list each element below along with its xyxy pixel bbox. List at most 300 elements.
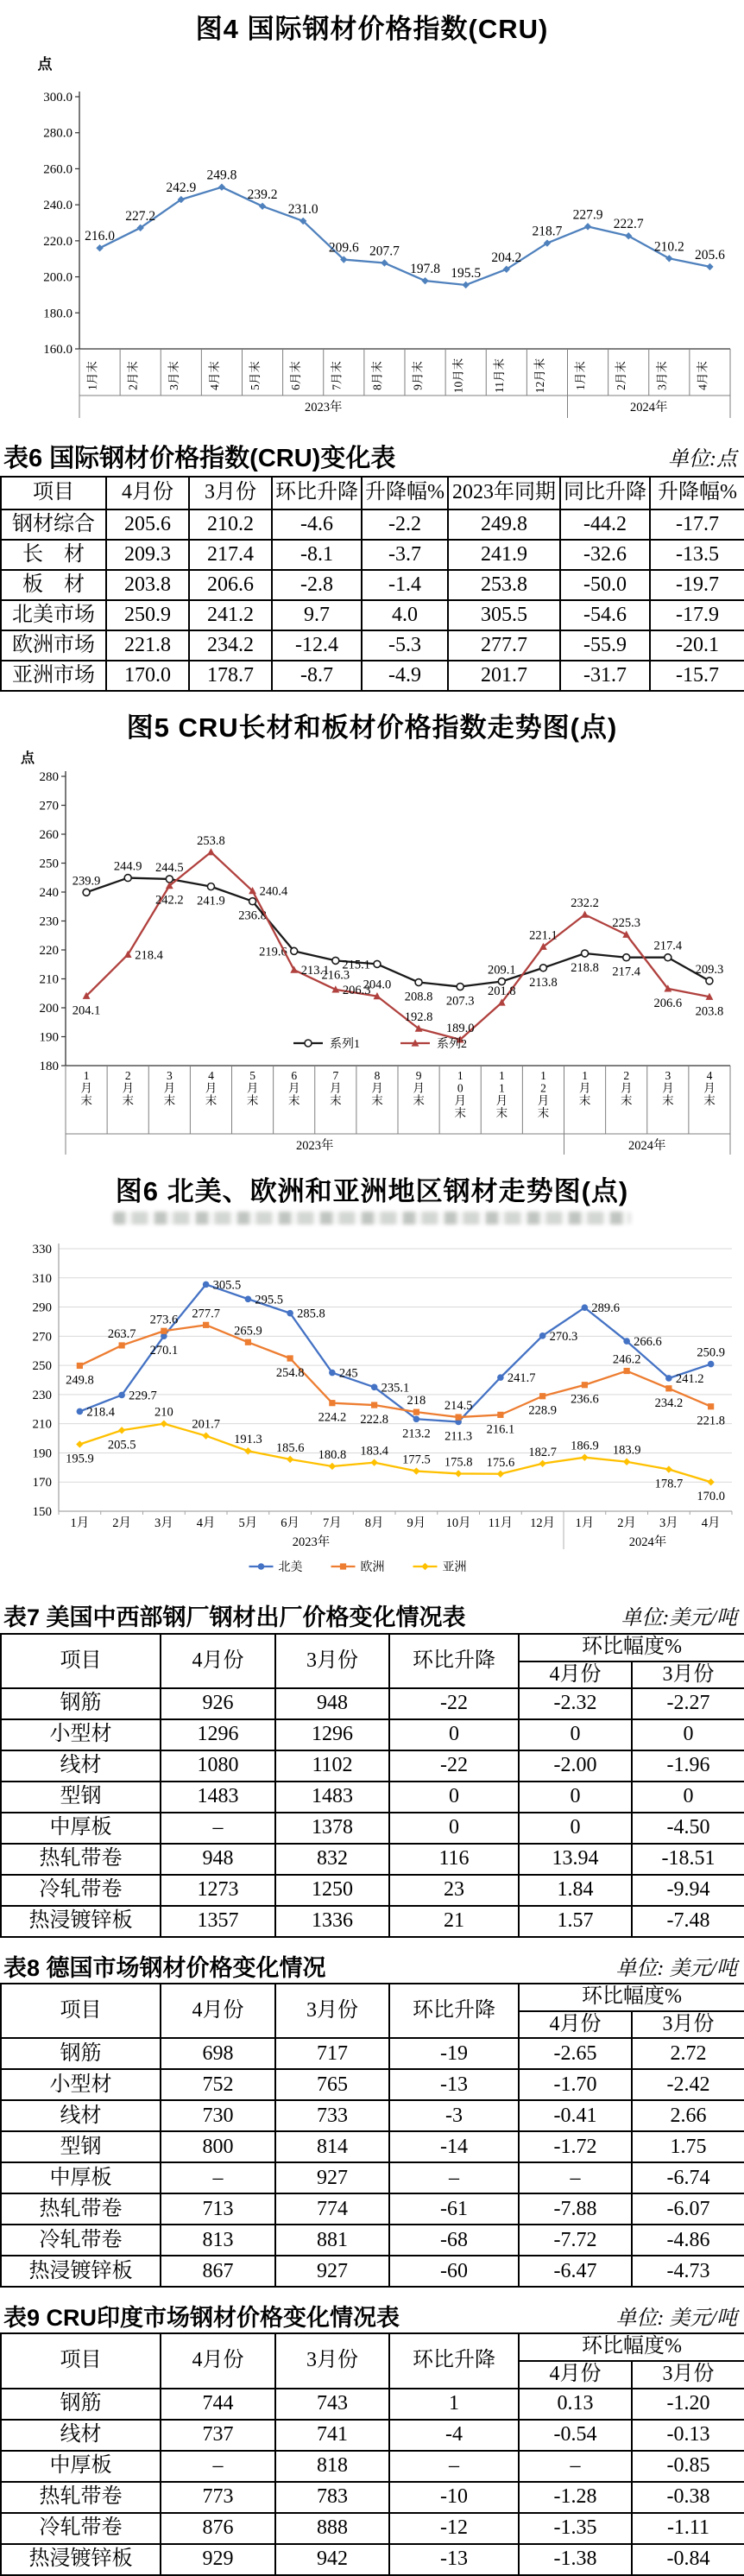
x-tick-label: 2 月末 — [620, 1069, 633, 1107]
table-cell: -44.2 — [560, 510, 650, 540]
table6-title: 表6 国际钢材价格指数(CRU)变化表 — [3, 444, 396, 472]
table-cell: 800 — [161, 2131, 275, 2162]
table-cell: -12 — [389, 2513, 519, 2544]
data-point-marker — [624, 1368, 630, 1374]
data-point-marker — [124, 875, 131, 882]
data-point-marker — [118, 1427, 125, 1434]
year-group-label: 2024年 — [628, 1535, 667, 1549]
row-label: 中厚板 — [1, 2451, 161, 2482]
data-point-marker — [665, 1465, 672, 1472]
data-label: 201.7 — [192, 1417, 220, 1432]
y-tick-label: 280 — [39, 770, 59, 784]
data-label: 215.1 — [342, 958, 370, 972]
data-label: 213.2 — [402, 1427, 431, 1441]
table-cell: -13 — [389, 2069, 519, 2100]
column-header: 环比升降 — [389, 2333, 519, 2388]
row-label: 线材 — [1, 2420, 161, 2451]
y-tick-label: 190 — [39, 1030, 59, 1045]
legend-label: 系列1 — [330, 1038, 360, 1051]
table-cell: 0 — [519, 1719, 632, 1750]
table-cell: 1 — [389, 2389, 519, 2420]
table-cell: 752 — [161, 2069, 275, 2100]
row-label: 冷轧带卷 — [1, 2225, 161, 2256]
table-cell: 205.6 — [106, 510, 189, 540]
column-header: 升降幅% — [362, 477, 448, 510]
table-cell: 881 — [275, 2225, 389, 2256]
x-tick-label: 9月 — [407, 1516, 426, 1530]
table-cell: 253.8 — [448, 570, 560, 600]
data-label: 244.9 — [113, 859, 142, 874]
x-tick-label: 1 1 月末 — [495, 1069, 508, 1120]
data-label: 228.9 — [528, 1403, 557, 1418]
data-point-marker — [119, 1342, 125, 1348]
data-point-marker — [623, 954, 630, 961]
table-cell: 217.4 — [189, 540, 272, 570]
table-cell: 0 — [519, 1782, 632, 1813]
data-point-marker — [203, 1282, 210, 1288]
data-point-marker — [329, 1463, 336, 1470]
data-point-marker — [497, 1412, 503, 1418]
table-cell: 876 — [161, 2513, 275, 2544]
table-row — [1, 2193, 744, 2225]
y-tick-label: 220.0 — [43, 234, 73, 249]
table-cell: -12.4 — [272, 630, 362, 661]
data-point-marker — [539, 1393, 545, 1399]
column-subheader: 4月份 — [519, 1661, 632, 1689]
data-label: 221.1 — [529, 928, 558, 943]
data-point-marker — [244, 1447, 251, 1454]
table-cell: -1.20 — [632, 2389, 744, 2420]
data-label: 289.6 — [591, 1301, 620, 1316]
column-header: 项目 — [1, 1634, 161, 1688]
x-tick-label: 9月末 — [411, 361, 425, 390]
table-cell: 1336 — [275, 1906, 389, 1937]
x-tick-label: 3月 — [154, 1516, 173, 1530]
table-cell: 813 — [161, 2225, 275, 2256]
legend-label: 北美 — [278, 1561, 303, 1574]
table8 — [0, 1983, 744, 2288]
table8-title: 表8 德国市场钢材价格变化情况 — [3, 1954, 326, 1981]
data-label: 236.8 — [238, 908, 267, 923]
data-label: 227.9 — [572, 207, 603, 223]
table-cell: -4.73 — [632, 2256, 744, 2287]
data-point-marker — [706, 978, 713, 984]
data-label: 201.8 — [488, 984, 516, 998]
table-cell: -8.1 — [272, 540, 362, 570]
table-cell: 942 — [275, 2544, 389, 2575]
table-cell: -2.32 — [519, 1688, 632, 1719]
data-point-marker — [207, 848, 215, 855]
data-label: 213.8 — [529, 975, 558, 990]
x-tick-label: 1 0 月末 — [454, 1069, 466, 1120]
table-cell: 277.7 — [448, 630, 560, 661]
table-cell: -2.00 — [519, 1750, 632, 1782]
x-tick-label: 7 月末 — [330, 1069, 342, 1107]
table-cell: 13.94 — [519, 1844, 632, 1875]
table-cell: 1.84 — [519, 1875, 632, 1906]
y-tick-label: 300.0 — [43, 91, 73, 104]
data-point-marker — [706, 263, 713, 270]
year-group-label: 2023年 — [305, 401, 343, 415]
table-cell: 743 — [275, 2389, 389, 2420]
year-group-label: 2023年 — [292, 1535, 331, 1549]
x-tick-label: 2 月末 — [122, 1069, 134, 1107]
table-cell: 0 — [519, 1813, 632, 1844]
data-point-marker — [371, 1402, 377, 1408]
table-row — [1, 510, 744, 540]
table-cell: -8.7 — [272, 661, 362, 691]
x-tick-label: 4 月末 — [205, 1069, 218, 1107]
data-point-marker — [287, 1310, 293, 1317]
x-tick-label: 4月末 — [696, 361, 709, 390]
table-cell: -0.13 — [632, 2420, 744, 2451]
y-tick-label: 230 — [32, 1388, 52, 1402]
data-label: 232.2 — [571, 896, 599, 911]
table-cell: 1357 — [161, 1906, 275, 1937]
column-subheader: 3月份 — [632, 2361, 744, 2389]
fig5-title: 图5 CRU长材和板材价格指数走势图(点) — [126, 712, 618, 743]
data-label: 216.3 — [321, 968, 350, 983]
x-tick-label: 8月末 — [370, 361, 384, 390]
x-tick-label: 4月末 — [207, 361, 221, 390]
column-header: 项目 — [1, 477, 106, 510]
x-tick-label: 2月 — [617, 1516, 636, 1530]
legend-label: 亚洲 — [442, 1561, 467, 1574]
table-cell: -13.5 — [650, 540, 744, 570]
data-label: 213.1 — [300, 964, 330, 978]
y-tick-label: 240 — [39, 886, 59, 900]
data-label: 270.1 — [149, 1344, 179, 1358]
table-cell: – — [389, 2451, 519, 2482]
x-tick-label: 5月 — [238, 1516, 258, 1530]
table-cell: -2.8 — [272, 570, 362, 600]
row-label: 北美市场 — [1, 600, 106, 630]
data-label: 222.8 — [360, 1413, 388, 1427]
data-point-marker — [203, 1322, 209, 1328]
table-cell: 814 — [275, 2131, 389, 2162]
row-label: 钢材综合 — [1, 510, 106, 540]
table-cell: -68 — [389, 2225, 519, 2256]
y-tick-label: 200 — [39, 1002, 59, 1016]
table-cell: 773 — [161, 2482, 275, 2513]
data-label: 209.3 — [695, 962, 724, 977]
table-cell: -4.50 — [632, 1813, 744, 1844]
column-header: 环比升降 — [272, 477, 362, 510]
data-label: 192.8 — [404, 1010, 433, 1025]
data-label: 242.2 — [155, 893, 184, 908]
data-point-marker — [665, 1385, 671, 1391]
row-label: 热轧带卷 — [1, 2482, 161, 2513]
data-point-marker — [96, 244, 103, 251]
data-label: 285.8 — [297, 1307, 325, 1321]
data-point-marker — [497, 1471, 504, 1478]
table-cell: 2.66 — [632, 2100, 744, 2131]
x-tick-label: 1月末 — [574, 361, 588, 390]
data-label: 206.3 — [342, 983, 371, 997]
row-label: 亚洲市场 — [1, 661, 106, 691]
table-row — [1, 661, 744, 691]
table-row — [1, 2038, 744, 2069]
y-tick-label: 180 — [39, 1060, 59, 1073]
data-label: 234.2 — [654, 1396, 684, 1410]
data-point-marker — [665, 1375, 672, 1382]
data-point-marker — [413, 1409, 419, 1415]
fig4-title: 图4 国际钢材价格指数(CRU) — [195, 14, 549, 44]
table-cell: -1.11 — [632, 2513, 744, 2544]
table-cell: – — [389, 2162, 519, 2193]
x-tick-label: 1月 — [575, 1516, 595, 1530]
table-cell: 1483 — [275, 1782, 389, 1813]
data-label: 178.7 — [654, 1477, 684, 1491]
table-cell: – — [161, 2162, 275, 2193]
data-point-marker — [258, 1563, 265, 1570]
table9-title: 表9 CRU印度市场钢材价格变化情况表 — [3, 2304, 400, 2331]
table-cell: -4.9 — [362, 661, 448, 691]
column-group-header: 环比幅度% — [519, 1634, 744, 1661]
data-point-marker — [76, 1440, 83, 1447]
x-tick-label: 12月末 — [533, 358, 546, 394]
data-label: 225.3 — [612, 916, 640, 931]
data-label: 235.1 — [381, 1381, 410, 1396]
table-cell: – — [519, 2162, 632, 2193]
table-cell: 698 — [161, 2038, 275, 2069]
table-cell: -20.1 — [650, 630, 744, 661]
table-cell: -22 — [389, 1750, 519, 1782]
table-cell: -17.7 — [650, 510, 744, 540]
data-label: 224.2 — [318, 1410, 347, 1425]
table-cell: 1273 — [161, 1875, 275, 1906]
row-label: 线材 — [1, 1750, 161, 1782]
data-point-marker — [245, 1339, 251, 1345]
data-label: 295.5 — [255, 1293, 283, 1307]
table-cell: -6.74 — [632, 2162, 744, 2193]
row-label: 欧洲市场 — [1, 630, 106, 661]
x-tick-label: 7月 — [323, 1516, 342, 1530]
y-axis-unit: 点 — [37, 56, 53, 73]
data-label: 249.8 — [206, 168, 237, 183]
x-tick-label: 9 月末 — [413, 1069, 425, 1107]
year-group-label: 2024年 — [630, 401, 668, 415]
table-cell: 9.7 — [272, 600, 362, 630]
row-label: 型钢 — [1, 2131, 161, 2162]
table-cell: -32.6 — [560, 540, 650, 570]
data-point-marker — [457, 984, 463, 991]
column-header: 3月份 — [275, 2333, 389, 2388]
data-point-marker — [456, 1414, 462, 1420]
row-label: 中厚板 — [1, 2162, 161, 2193]
y-tick-label: 260 — [39, 828, 59, 842]
y-tick-label: 160.0 — [43, 343, 73, 357]
table-cell: -3.7 — [362, 540, 448, 570]
data-point-marker — [259, 203, 266, 210]
table-cell: -61 — [389, 2193, 519, 2225]
table-cell: -7.72 — [519, 2225, 632, 2256]
data-point-marker — [582, 1304, 589, 1311]
row-label: 钢筋 — [1, 2389, 161, 2420]
table-row — [1, 1750, 744, 1782]
y-tick-label: 270 — [32, 1330, 52, 1345]
table-row — [1, 1906, 744, 1937]
data-point-marker — [340, 1563, 346, 1569]
data-point-marker — [413, 1415, 420, 1422]
data-label: 265.9 — [234, 1324, 262, 1339]
data-point-marker — [455, 1470, 462, 1477]
data-point-marker — [287, 1456, 293, 1463]
x-tick-label: 7月末 — [330, 361, 344, 390]
data-label: 205.5 — [107, 1438, 136, 1453]
x-tick-label: 6月 — [281, 1516, 299, 1530]
table-cell: -1.28 — [519, 2482, 632, 2513]
table-cell: 250.9 — [106, 600, 189, 630]
table-row — [1, 1782, 744, 1813]
column-header: 4月份 — [161, 1984, 275, 2038]
data-point-marker — [708, 1403, 714, 1409]
y-tick-label: 200.0 — [43, 270, 73, 285]
row-label: 热轧带卷 — [1, 1844, 161, 1875]
data-label: 218.4 — [135, 948, 163, 963]
column-header: 4月份 — [161, 1634, 275, 1688]
row-label: 线材 — [1, 2100, 161, 2131]
data-label: 182.7 — [528, 1445, 557, 1459]
x-tick-label: 11月 — [488, 1516, 514, 1530]
table-cell: -1.72 — [519, 2131, 632, 2162]
column-subheader: 3月份 — [632, 1661, 744, 1689]
y-tick-label: 290 — [32, 1301, 52, 1315]
chart-svg — [0, 45, 744, 421]
data-label: 185.6 — [275, 1440, 305, 1455]
table-cell: -0.54 — [519, 2420, 632, 2451]
table-cell: -50.0 — [560, 570, 650, 600]
data-label: 186.9 — [571, 1439, 599, 1453]
data-label: 239.9 — [72, 874, 101, 889]
table-cell: -9.94 — [632, 1875, 744, 1906]
year-group-label: 2024年 — [628, 1139, 666, 1153]
data-label: 250.9 — [697, 1345, 725, 1360]
data-label: 195.9 — [66, 1452, 94, 1466]
data-label: 209.1 — [488, 963, 516, 978]
data-label: 208.8 — [404, 990, 433, 1004]
data-point-marker — [83, 889, 90, 896]
data-label: 217.4 — [653, 939, 683, 953]
y-tick-label: 150 — [32, 1505, 52, 1519]
table-row — [1, 1688, 744, 1719]
x-tick-label: 1 月末 — [80, 1069, 92, 1107]
data-point-marker — [374, 960, 381, 967]
table-row — [1, 2544, 744, 2575]
x-tick-label: 2月末 — [615, 361, 628, 390]
data-point-marker — [539, 1332, 546, 1339]
data-label: 277.7 — [192, 1307, 220, 1321]
table-cell: 201.7 — [448, 661, 560, 691]
year-group-label: 2023年 — [296, 1139, 334, 1153]
table-cell: -5.3 — [362, 630, 448, 661]
row-label: 型钢 — [1, 1782, 161, 1813]
table-row — [1, 630, 744, 661]
x-tick-label: 12月 — [530, 1516, 556, 1530]
table-cell: -19 — [389, 2038, 519, 2069]
column-header: 项目 — [1, 2333, 161, 2388]
data-point-marker — [581, 1453, 588, 1460]
row-label: 热浸镀锌板 — [1, 2544, 161, 2575]
data-label: 195.5 — [451, 265, 482, 281]
table-cell: -1.35 — [519, 2513, 632, 2544]
data-label: 203.8 — [695, 1004, 724, 1019]
data-label: 273.6 — [149, 1313, 179, 1327]
table-cell: -55.9 — [560, 630, 650, 661]
data-label: 175.8 — [444, 1455, 473, 1470]
chart-svg — [0, 747, 744, 1156]
table-cell: 717 — [275, 2038, 389, 2069]
data-point-marker — [287, 1355, 293, 1361]
column-header: 环比升降 — [389, 1634, 519, 1688]
table-cell: 234.2 — [189, 630, 272, 661]
blurred-watermark — [113, 1212, 631, 1225]
table-cell: 744 — [161, 2389, 275, 2420]
fig5-chart — [0, 747, 744, 1161]
data-label: 170.0 — [697, 1490, 725, 1504]
data-point-marker — [581, 911, 589, 918]
table-row — [1, 2513, 744, 2544]
data-label: 241.7 — [507, 1371, 536, 1386]
y-tick-label: 310 — [32, 1271, 52, 1286]
x-tick-label: 3 月末 — [662, 1069, 674, 1107]
data-point-marker — [421, 1563, 428, 1570]
data-label: 218.8 — [571, 961, 599, 976]
data-label: 204.1 — [72, 1003, 101, 1018]
column-subheader: 3月份 — [632, 2011, 744, 2039]
column-header: 3月份 — [275, 1984, 389, 2038]
table-cell: 927 — [275, 2256, 389, 2287]
data-label: 216.0 — [85, 229, 115, 244]
table-cell: -2.65 — [519, 2038, 632, 2069]
y-tick-label: 250 — [39, 857, 59, 871]
data-label: 222.7 — [613, 217, 644, 232]
x-tick-label: 3月 — [659, 1516, 678, 1530]
data-label: 229.7 — [129, 1389, 157, 1403]
data-label: 204.2 — [491, 250, 522, 265]
data-point-marker — [166, 876, 173, 883]
column-group-header: 环比幅度% — [519, 2333, 744, 2361]
table-row — [1, 2069, 744, 2100]
data-point-marker — [161, 1328, 167, 1334]
row-label: 小型材 — [1, 1719, 161, 1750]
data-label: 206.6 — [653, 996, 683, 1010]
table-cell: 0 — [389, 1782, 519, 1813]
data-point-marker — [582, 1382, 588, 1388]
table-row — [1, 2389, 744, 2420]
column-header: 4月份 — [106, 477, 189, 510]
data-label: 183.4 — [360, 1444, 388, 1459]
table-cell: 23 — [389, 1875, 519, 1906]
table-cell: 1102 — [275, 1750, 389, 1782]
data-label: 218.4 — [86, 1405, 115, 1420]
column-header: 2023年同期 — [448, 477, 560, 510]
table-cell: -4 — [389, 2420, 519, 2451]
table-cell: 1378 — [275, 1813, 389, 1844]
table7-unit: 单位:美元/吨 — [621, 1606, 737, 1630]
y-tick-label: 260.0 — [43, 162, 73, 177]
x-tick-label: 8月 — [364, 1516, 384, 1530]
table6 — [0, 476, 744, 692]
column-group-header: 环比幅度% — [519, 1984, 744, 2011]
data-label: 207.7 — [369, 244, 400, 259]
table-cell: -19.7 — [650, 570, 744, 600]
x-tick-label: 5 月末 — [246, 1069, 259, 1107]
data-label: 236.6 — [571, 1392, 599, 1407]
table-cell: 948 — [161, 1844, 275, 1875]
x-tick-label: 6 月末 — [287, 1069, 300, 1107]
y-tick-label: 190 — [32, 1446, 52, 1461]
